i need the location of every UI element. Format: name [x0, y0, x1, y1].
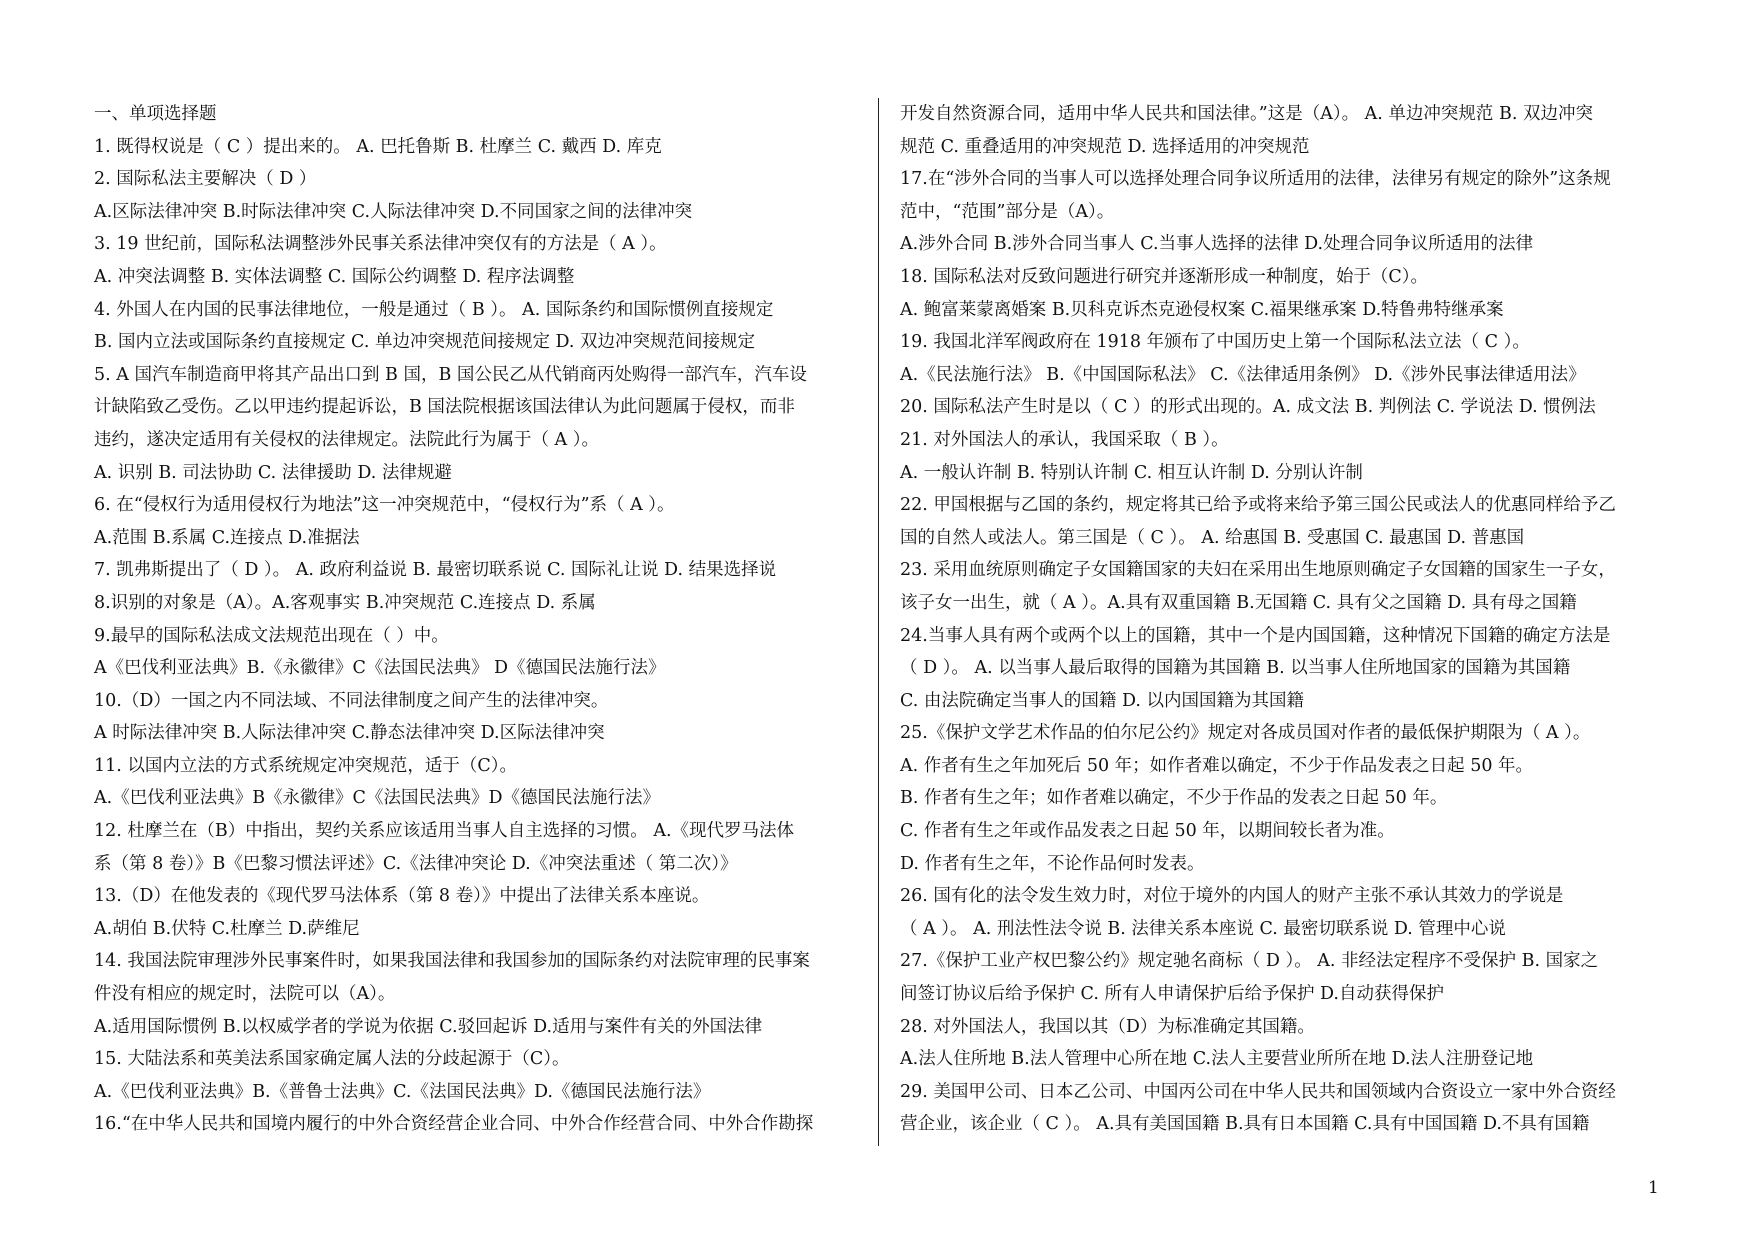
text-line: 24.当事人具有两个或两个以上的国籍，其中一个是内国国籍，这种情况下国籍的确定方法是	[900, 625, 1611, 646]
text-line: A.涉外合同 B.涉外合同当事人 C.当事人选择的法律 D.处理合同争议所适用的法律	[900, 234, 1534, 255]
text-line: 25.《保护文学艺术作品的伯尔尼公约》规定对各成员国对作者的最低保护期限为（ A ）。	[900, 723, 1591, 744]
text-line: 11. 以国内立法的方式系统规定冲突规范，适于（C）。	[94, 755, 518, 776]
text-line: 10.（D）一国之内不同法域、不同法律制度之间产生的法律冲突。	[94, 690, 609, 711]
text-line: B. 作者有生之年；如作者难以确定，不少于作品的发表之日起 50 年。	[900, 788, 1448, 809]
text-line: 营企业，该企业（ C ）。 A.具有美国国籍 B.具有日本国籍 C.具有中国国籍 D.不具有国籍	[900, 1114, 1590, 1135]
text-line: 7. 凯弗斯提出了（ D ）。 A. 政府利益说 B. 最密切联系说 C. 国际礼让说 D. 结果选择说	[94, 560, 777, 581]
text-line: 16.“在中华人民共和国境内履行的中外合资经营企业合同、中外合作经营合同、中外合作勘探	[94, 1114, 814, 1135]
text-line: A. 鲍富莱蒙离婚案 B.贝科克诉杰克逊侵权案 C.福果继承案 D.特鲁弗特继承案	[900, 299, 1504, 320]
text-line: 20. 国际私法产生时是以（ C ）的形式出现的。A. 成文法 B. 判例法 C. 学说法 D. 惯例法	[900, 397, 1596, 418]
text-line: D. 作者有生之年，不论作品何时发表。	[900, 853, 1205, 874]
text-line: 违约，遂决定适用有关侵权的法律规定。法院此行为属于（ A ）。	[94, 429, 600, 450]
text-line: 8.识别的对象是（A）。A.客观事实 B.冲突规范 C.连接点 D. 系属	[94, 592, 596, 613]
text-line: A.《巴伐利亚法典》B.《普鲁士法典》C.《法国民法典》D.《德国民法施行法》	[94, 1081, 711, 1102]
text-line: A.范围 B.系属 C.连接点 D.准据法	[94, 527, 360, 548]
text-line: 开发自然资源合同，适用中华人民共和国法律。”这是（A）。 A. 单边冲突规范 B. 双边冲突	[900, 104, 1593, 124]
text-line: A《巴伐利亚法典》B.《永徽律》C《法国民法典》 D《德国民法施行法》	[94, 658, 666, 679]
text-line: 29. 美国甲公司、日本乙公司、中国丙公司在中华人民共和国领域内合资设立一家中外合资经	[900, 1081, 1616, 1102]
text-line: 26. 国有化的法令发生效力时，对位于境外的内国人的财产主张不承认其效力的学说是	[900, 886, 1564, 907]
text-line: 1. 既得权说是（ C ）提出来的。 A. 巴托鲁斯 B. 杜摩兰 C. 戴西 D. 库克	[94, 136, 662, 157]
text-line: 范中，“范围”部分是（A）。	[900, 201, 1115, 222]
text-line: 13.（D）在他发表的《现代罗马法体系（第 8 卷）》中提出了法律关系本座说。	[94, 886, 710, 907]
text-line: 23. 采用血统原则确定子女国籍国家的夫妇在采用出生地原则确定子女国籍的国家生一子女，	[900, 560, 1616, 581]
text-line: 件没有相应的规定时，法院可以（A）。	[94, 984, 396, 1005]
text-line: 22. 甲国根据与乙国的条约，规定将其已给予或将来给予第三国公民或法人的优惠同样给予乙	[900, 495, 1616, 516]
text-line: 18. 国际私法对反致问题进行研究并逐渐形成一种制度，始于（C）。	[900, 266, 1429, 287]
text-line: （ D ）。 A. 以当事人最后取得的国籍为其国籍 B. 以当事人住所地国家的国籍为其国籍	[900, 658, 1571, 679]
text-line: 14. 我国法院审理涉外民事案件时，如果我国法律和我国参加的国际条约对法院审理的民事案	[94, 951, 810, 972]
text-line: A.适用国际惯例 B.以权威学者的学说为依据 C.驳回起诉 D.适用与案件有关的外国法律	[94, 1016, 763, 1037]
text-line: A. 冲突法调整 B. 实体法调整 C. 国际公约调整 D. 程序法调整	[94, 266, 575, 287]
text-line: 27.《保护工业产权巴黎公约》规定驰名商标（ D ）。 A. 非经法定程序不受保护 B. 国家之	[900, 951, 1599, 972]
text-line: A.《巴伐利亚法典》B《永徽律》C《法国民法典》D《德国民法施行法》	[94, 788, 660, 809]
text-line: A. 识别 B. 司法协助 C. 法律援助 D. 法律规避	[94, 462, 452, 483]
text-line: 4. 外国人在内国的民事法律地位，一般是通过（ B ）。 A. 国际条约和国际惯例直接规定	[94, 299, 774, 320]
text-line: A. 一般认许制 B. 特别认许制 C. 相互认许制 D. 分别认许制	[900, 462, 1363, 483]
text-line: （ A ）。 A. 刑法性法令说 B. 法律关系本座说 C. 最密切联系说 D. 管理中心说	[900, 918, 1506, 939]
text-line: 17.在“涉外合同的当事人可以选择处理合同争议所适用的法律，法律另有规定的除外”这条规	[900, 169, 1611, 190]
text-line: A. 作者有生之年加死后 50 年；如作者难以确定，不少于作品发表之日起 50 年。	[900, 755, 1534, 776]
text-line: 19. 我国北洋军阀政府在 1918 年颁布了中国历史上第一个国际私法立法（ C ）。	[900, 332, 1530, 353]
text-line: 6. 在“侵权行为适用侵权行为地法”这一冲突规范中，“侵权行为”系（ A ）。	[94, 495, 675, 516]
text-line: 计缺陷致乙受伤。乙以甲违约提起诉讼，B 国法院根据该国法律认为此问题属于侵权，而非	[94, 397, 795, 418]
text-line: 15. 大陆法系和英美法系国家确定属人法的分歧起源于（C）。	[94, 1049, 570, 1070]
text-line: A.《民法施行法》 B.《中国国际私法》 C.《法律适用条例》 D.《涉外民事法律适用法》	[900, 364, 1586, 385]
text-line: A.区际法律冲突 B.时际法律冲突 C.人际法律冲突 D.不同国家之间的法律冲突	[94, 201, 693, 222]
page-number: 1	[1648, 1178, 1659, 1198]
text-line: C. 作者有生之年或作品发表之日起 50 年，以期间较长者为准。	[900, 821, 1395, 842]
text-line: A.胡伯 B.伏特 C.杜摩兰 D.萨维尼	[94, 918, 360, 939]
text-line: 国的自然人或法人。第三国是（ C ）。 A. 给惠国 B. 受惠国 C. 最惠国 D. 普惠国	[900, 527, 1525, 548]
text-line: A 时际法律冲突 B.人际法律冲突 C.静态法律冲突 D.区际法律冲突	[94, 723, 605, 744]
text-line: 该子女一出生，就（ A ）。A.具有双重国籍 B.无国籍 C. 具有父之国籍 D. 具有母之国籍	[900, 592, 1577, 613]
text-line: 5. A 国汽车制造商甲将其产品出口到 B 国，B 国公民乙从代销商丙处购得一部汽车，汽车设	[94, 364, 807, 385]
text-line: 21. 对外国法人的承认，我国采取（ B ）。	[900, 429, 1229, 450]
text-line: 间签订协议后给予保护 C. 所有人申请保护后给予保护 D.自动获得保护	[900, 984, 1444, 1005]
text-line: 规范 C. 重叠适用的冲突规范 D. 选择适用的冲突规范	[900, 136, 1310, 157]
right-column	[900, 98, 1670, 1141]
text-line: C. 由法院确定当事人的国籍 D. 以内国国籍为其国籍	[900, 690, 1304, 711]
text-line: 9.最早的国际私法成文法规范出现在（ ）中。	[94, 625, 449, 646]
text-line: B. 国内立法或国际条约直接规定 C. 单边冲突规范间接规定 D. 双边冲突规范间接规定	[94, 332, 756, 353]
text-line: 28. 对外国法人，我国以其（D）为标准确定其国籍。	[900, 1016, 1315, 1037]
left-column	[94, 98, 864, 1141]
text-line: 一、单项选择题	[94, 104, 217, 124]
text-line: 系（第 8 卷）》B《巴黎习惯法评述》C.《法律冲突论 D.《冲突法重述（ 第二次）》	[94, 853, 738, 874]
text-line: 3. 19 世纪前，国际私法调整涉外民事关系法律冲突仅有的方法是（ A ）。	[94, 234, 667, 255]
text-line: A.法人住所地 B.法人管理中心所在地 C.法人主要营业所所在地 D.法人注册登记地	[900, 1049, 1534, 1070]
column-divider	[878, 98, 879, 1146]
text-line: 2. 国际私法主要解决（ D ）	[94, 169, 317, 190]
text-line: 12. 杜摩兰在（B）中指出，契约关系应该适用当事人自主选择的习惯。 A.《现代罗马法体	[94, 821, 795, 842]
